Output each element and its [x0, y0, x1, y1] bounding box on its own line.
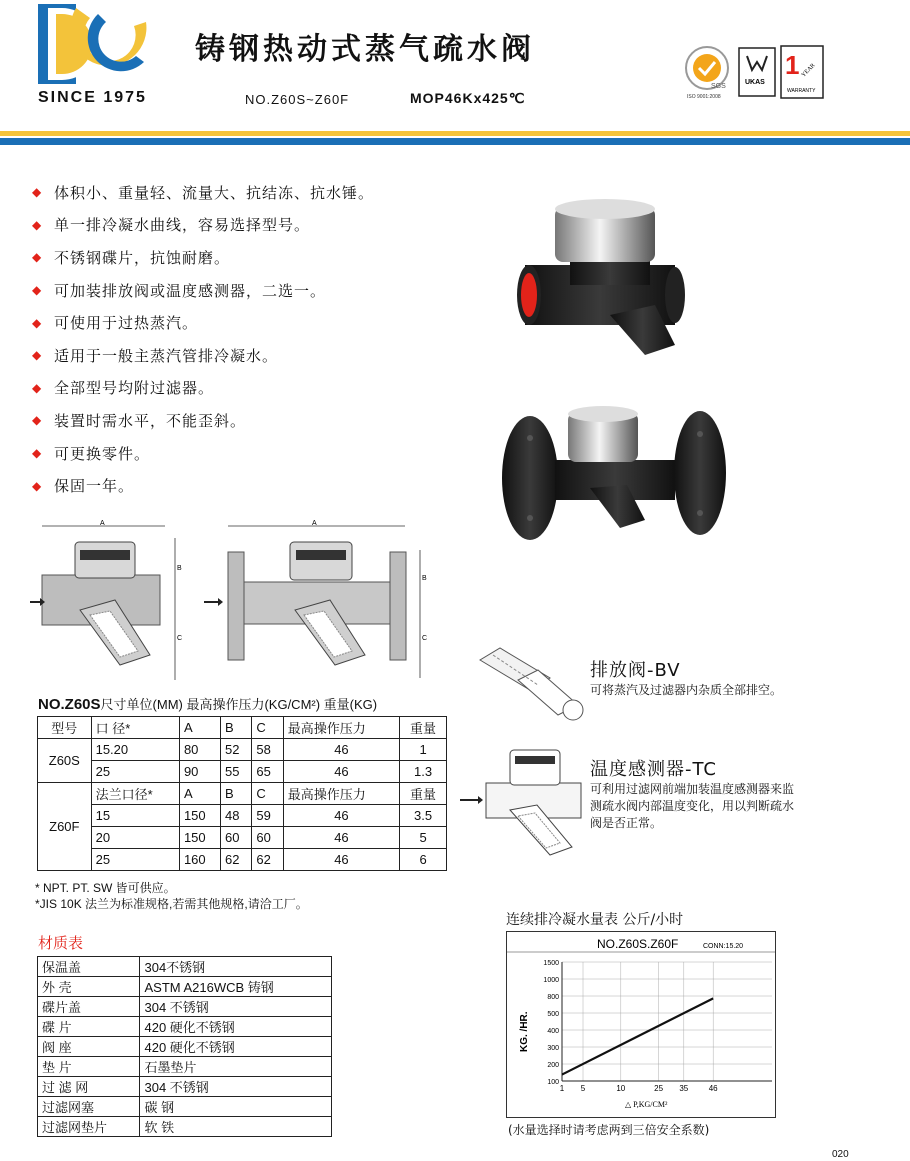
feature-item: ◆ 装置时需水平，不能歪斜。 — [32, 411, 247, 430]
capacity-chart — [506, 931, 776, 1118]
table-row: 碟片盖 304 不锈钢 — [38, 997, 332, 1017]
model-range: NO.Z60S~Z60F — [245, 92, 350, 107]
x-tick-label: 10 — [616, 1084, 626, 1093]
note-flange-standard: *JIS 10K 法兰为标准规格,若需其他规格,请洽工厂。 — [35, 897, 308, 911]
table-row: Z60S 15.20 80 52 58 46 1 — [38, 739, 447, 761]
flanged-cross-section-drawing — [200, 520, 440, 685]
drain-valve-title: 排放阀-BV — [590, 660, 681, 681]
since-text: SINCE 1975 — [38, 89, 147, 106]
y-axis-label: KG. /HR. — [519, 1011, 530, 1052]
table-row: 垫 片 石墨垫片 — [38, 1057, 332, 1077]
chart-footnote: (水量选择时请考虑两到三倍安全系数) — [508, 1123, 710, 1137]
table-row: 25 90 55 65 46 1.3 — [38, 761, 447, 783]
y-tick-label: 200 — [547, 1062, 559, 1069]
diamond-bullet-icon: ◆ — [32, 413, 43, 428]
x-tick-label: 25 — [654, 1084, 664, 1093]
header-stripe-yellow — [0, 131, 910, 136]
feature-item: ◆ 可使用于过热蒸汽。 — [32, 314, 199, 333]
feature-item: ◆ 适用于一般主蒸汽管排冷凝水。 — [32, 346, 279, 365]
y-tick-label: 1500 — [543, 960, 559, 967]
feature-item: ◆ 可更换零件。 — [32, 444, 151, 463]
dim-c-label: C — [177, 635, 183, 642]
y-tick-label: 100 — [547, 1079, 559, 1086]
temperature-sensor-drawing — [460, 738, 590, 863]
dim-a-label: A — [100, 520, 105, 527]
feature-item: ◆ 可加装排放阀或温度感测器，二选一。 — [32, 281, 327, 300]
dim-b-label: B — [422, 575, 427, 582]
page-number: 020 — [832, 1149, 849, 1160]
spec-table-title: NO.Z60S尺寸单位(MM) 最高操作压力(KG/CM²) 重量(KG) — [38, 696, 378, 713]
diamond-bullet-icon: ◆ — [32, 446, 43, 461]
y-tick-label: 500 — [547, 1011, 559, 1018]
table-row: 过 滤 网 304 不锈钢 — [38, 1077, 332, 1097]
diamond-bullet-icon: ◆ — [32, 185, 43, 200]
feature-item: ◆ 保固一年。 — [32, 477, 135, 496]
dim-c-label: C — [422, 635, 428, 642]
drain-valve-description: 可将蒸汽及过滤器内杂质全部排空。 — [590, 683, 783, 697]
table-row: 外 壳 ASTM A216WCB 铸钢 — [38, 977, 332, 997]
table-row: 20 150 60 60 46 5 — [38, 827, 447, 849]
diamond-bullet-icon: ◆ — [32, 478, 43, 493]
feature-item: ◆ 单一排冷凝水曲线，容易选择型号。 — [32, 216, 311, 235]
table-row: 保温盖 304不锈钢 — [38, 957, 332, 977]
chart-caption: 连续排冷凝水量表 公斤/小时 — [506, 912, 684, 928]
material-table-title: 材质表 — [38, 934, 84, 952]
threaded-trap-photo — [515, 195, 690, 375]
diamond-bullet-icon: ◆ — [32, 348, 43, 363]
table-row: 阀 座 420 硬化不锈钢 — [38, 1037, 332, 1057]
temperature-sensor-description: 可利用过滤网前端加装温度感测器来监测疏水阀内部温度变化，用以判断疏水阀是否正常。 — [590, 782, 795, 830]
x-tick-label: 46 — [708, 1084, 718, 1093]
table-row: Z60F 法兰口径* A B C 最高操作压力 重量 — [38, 783, 447, 805]
table-row: 过滤网塞 碳 钢 — [38, 1097, 332, 1117]
capacity-line — [562, 998, 713, 1074]
y-tick-label: 1000 — [543, 977, 559, 984]
x-tick-label: 35 — [679, 1084, 689, 1093]
drain-valve-drawing — [478, 640, 588, 728]
table-row: 型号 口 径* A B C 最高操作压力 重量 — [38, 717, 447, 739]
note-connection-types: * NPT. PT. SW 皆可供应。 — [35, 881, 176, 895]
sgs-label: SGS — [711, 83, 726, 90]
y-tick-label: 800 — [547, 994, 559, 1001]
diamond-bullet-icon: ◆ — [32, 380, 43, 395]
chart-subtitle: CONN:15.20 — [703, 943, 744, 950]
diamond-bullet-icon: ◆ — [32, 217, 43, 232]
dim-b-label: B — [177, 565, 182, 572]
feature-item: ◆ 不锈钢碟片，抗蚀耐磨。 — [32, 248, 231, 267]
table-row: 碟 片 420 硬化不锈钢 — [38, 1017, 332, 1037]
capacity-chart-svg — [507, 932, 775, 1117]
y-tick-label: 300 — [547, 1045, 559, 1052]
page-title: 铸钢热动式蒸气疏水阀 — [195, 32, 535, 67]
flanged-trap-photo — [500, 398, 730, 558]
x-axis-label: △ P,KG/CM² — [625, 1100, 668, 1109]
table-row: 过滤网垫片 软 铁 — [38, 1117, 332, 1137]
warranty-number: 1 — [785, 50, 800, 80]
spec-table — [37, 716, 447, 871]
temperature-sensor-title: 温度感测器-TC — [590, 759, 718, 780]
diamond-bullet-icon: ◆ — [32, 283, 43, 298]
warranty-label: WARRANTY — [787, 88, 816, 94]
feature-list — [32, 176, 374, 502]
x-tick-label: 1 — [559, 1084, 565, 1093]
x-tick-label: 5 — [580, 1084, 586, 1093]
feature-item: ◆ 全部型号均附过滤器。 — [32, 379, 215, 398]
mop-rating: MOP46Kx425℃ — [410, 90, 526, 106]
table-row: 25 160 62 62 46 6 — [38, 849, 447, 871]
ukas-label: UKAS — [745, 79, 765, 86]
feature-item: ◆ 体积小、重量轻、流量大、抗结冻、抗水锤。 — [32, 183, 375, 202]
dim-a-label: A — [312, 520, 317, 527]
iso-label: ISO 9001:2008 — [687, 94, 721, 100]
svg-text:YEAR: YEAR — [800, 62, 817, 79]
certification-logos — [683, 44, 828, 102]
y-tick-label: 400 — [547, 1028, 559, 1035]
threaded-cross-section-drawing — [30, 520, 190, 685]
table-row: 15 150 48 59 46 3.5 — [38, 805, 447, 827]
company-logo — [38, 4, 148, 86]
diamond-bullet-icon: ◆ — [32, 250, 43, 265]
chart-title: NO.Z60S.Z60F — [597, 937, 679, 951]
header-stripe-blue — [0, 138, 910, 145]
material-table — [37, 956, 332, 1137]
diamond-bullet-icon: ◆ — [32, 315, 43, 330]
